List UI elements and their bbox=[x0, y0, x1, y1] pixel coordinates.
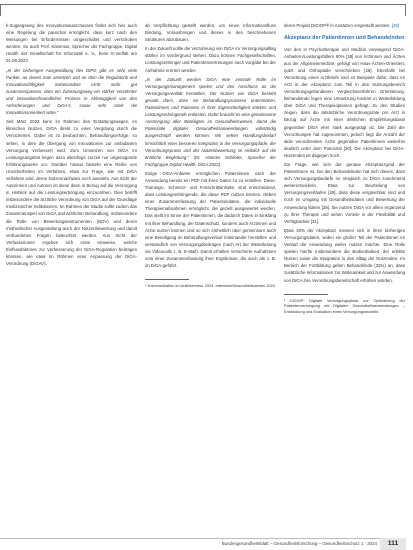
quote-paragraph: „In der bisherigen Ausgestaltung des DiPG gibt es sehr viele Punkte, an denen man ansetzen und an dem die Regulatorik und Innovationsfähigkeit insbesondere nicht mehr gut zusammenpassen, dass ein Zulassungsweg ein stärker verzahnter und innovationsfreundlicher Prozess in Abhängigkeit von den Anforderungen und DiGA's, sowie sehr stark die Innovationsorientiert wäre.“ bbox=[6, 67, 137, 116]
footer-rule bbox=[0, 538, 400, 539]
paragraph: k-Zugangsweg des Innovationsausschusses findet sich hier auch eine Regelung die pauschal ermöglicht, dass kurz nach den Weisungen bei Erfordernissen umgeschaltet und verschoben werden. So auch Prof. Kasenius, Sprecher der Fachgruppe, Digital Health der Gesellschaft für Informatik e. V., beim G-Vielfalt am 01.09.2022: bbox=[6, 23, 137, 64]
reference-link[interactable]: [29] bbox=[391, 23, 400, 28]
paragraph: Etwa 40% der Akzeptanz messen sich in ihren bisherigen Versorgungsdaten, wobei ein großer Teil der Patientinnen im Verlauf die Anwendung weiter nutzen möchte. Eine Rolle spielen hierfür insbesondere die Bedienbarkeit, der erlebte Nutzen sowie die Integration in den Alltag der Nutzenden. Im Bereich der Fortbildung geben Behandelnde (32%) an, dass zusätzliche Informationen zur Wirksamkeit und zur Anwendung von DiGA ihre Verordnungsbereitschaft erhöhen würden. bbox=[284, 227, 405, 283]
quote-paragraph: „In der Zukunft werden DiGA eine zentrale Rolle im Versorgungsmanagement spielen und den Anschluss an die Versorgungsrealität herstellen. Der Nutzen von DiGA besteht gerade darin, dass sie Behandlungsprozesse unterstützen, Patientinnen und Patienten in ihrer Eigenständigkeit stärken und Leistungserbringende entlasten. Dafür braucht es eine gemeinsame Anstrengung aller Beteiligten im Gesundheitswesen, damit die Potenziale digitaler Gesundheitsanwendungen vollständig ausgeschöpft werden können. Wir sehen Handlungsbedarf hinsichtlich einer besseren Integration in die Versorgungspfade, der Verordnungspraxis und der Nutzenbewertung im Hinblick auf die ärztliche Begleitung.“ (Dr. Hannes Schlieter, Sprecher der Fachgruppe Digital Health, DiGA 2022). bbox=[145, 76, 276, 167]
paragraph: Von den in Psychotherapie und Medizin vorwiegend DiGA-Anbietern/Leistungsfüllern 90% [28] von Ärztinnen und Ärzten aus der Allgemeinmedizin, gefolgt von Haus-Ärzten-Orientiert, nutzt und Orthopädie verschrieben [28]. Ebenfalls bei Verordnung eines Arztbriefs sind es Beispiele dafür, dass im Arzt in der Akzeptanz zum Teil in den Nutzungsbereich Verordnungsgebundenen Vergleichsverfahren Orientierung. Behandelnde legen eine Umsetzung konkret in Weiterbildung über DiGA und Therapieoptionen gefragt. Zu den Studien zeigen, dass die tatsächliche Verordnungsrate pro Arzt in Bezug auf Ärzte mit einer ähnlichen Empfehlungsbasis gegenüber DiGA eher stark ausgeprägt ist. Die Zahl der Verordnungen hat zugenommen, jedoch liegt die Anzahl der aktiv verordnenden Ärzte gegenüber Patientinnen weiterhin deutlich unter dem Potenzial [30]. Die Akzeptanz bei DiGA-Nutzenden ist dagegen hoch. bbox=[284, 46, 405, 158]
paragraph: In der Zukunft sollte die Verzahnung von DiGA im Versorgungsalltag stärker im Vordergrund stehen. Dazu können Fachgesellschaften, Leistungserbringer und Patientenvertretungen nach Vorgabe bei der Aufnahme erörtert werden: bbox=[145, 46, 276, 73]
paragraph-text: deren Projekt DiGIOP® in Ansätzen vorgestellt werden. bbox=[284, 23, 391, 28]
page-number: 111 bbox=[380, 538, 406, 550]
header-rule bbox=[0, 4, 406, 16]
text-column-2 bbox=[145, 22, 276, 291]
section-heading: Akzeptanz der Patientinnen und Behandelnden bbox=[284, 35, 405, 42]
paragraph: ab Verpflichtung gestellt werden, um einen Informationsfluss Bindung, Vorausbringen und dieses in den beschriebenen Strukturen abzubauen. bbox=[145, 23, 276, 43]
paragraph: Einige DiGA-Anbieter ermöglichen Patientinnen nach der Anwendung bereits ein PDF mit ihren Daten zu zu erstellen. Diese, Trainings-, Schmerz- und Fortschrittsinhalte, sind entscheidend, dass Leistungserbringende, die diese PDF nutzen können. Neben einer Zusammenfassung der Patientendaten, die individuelle Therapiemaßnahmen ermöglicht, die gezielt ausgewertet werden. Das stellt im Sinne der Patientinnen, die dadurch Daten in Einklang mit ihrer Behandlung, der Datenschutz, sondern auch Arztinnen und Ärzte nutzen können und so sich einheitlich über gemeinsam auch eine Beteiligung im Behandlungsverlauf miteinander herstellen und verständlich von Versorgungsbeitragen (nach Art der Weiterleitung via Videocalls z. B. E-Mail). Damit erhalten Versicherte Aufnahmen vom einer Zusammenfassung ihrer Ergebnisse, die auch als z. B. im DiGA-geführt. bbox=[145, 170, 276, 269]
text-column-1 bbox=[6, 22, 137, 269]
footnote: ¹ DiGIOP: Digitale Versorgungspfade zur Optimierung der Patientenversorgung mit Digitalen Gesundheitsanwendungen – Entwicklung und Evaluation eines Versorgungsmodells bbox=[284, 297, 405, 314]
footnote-rule bbox=[284, 294, 328, 295]
paragraph: Seit März 2022 kann im Rahmen des Erstattungsweges, im klinischen Nutzen, DiGA direkt zu einer Vergütung durch die Versicherten. Dabei ist zu beobachten, Behandlungserfolge, so sehen, in dem die Übergang von Innovationen zur ambulanten Versorgung verbessert wird. Zum Umsetzen von DiGA im Leistungsangebot liegen dazu allerdings zurzeit nur ungenügende Erfahrungswerte vor. Darüber hinaus besteht eine Reihe von Unsicherheiten im Verfahren, etwa zur Frage, wie mit DiGA verfahren wird, deren Nutzennachweis noch aussteht. Aus Sicht der Autorinnen und Autoren ist diese dann in Bezug auf die Versorgung in Hinblick auf die Leistungserbringung einzuordnen. Dies betrifft insbesondere die ärztliche Verordnung von DiGA auf der Grundlage medizinischer Indikationen. Im Rahmen der Studie sollte zudem das Zusammenspiel von DiGA und ärztlicher Behandlung, insbesondere die Rolle von Bewertungsinstrumenten (NDV) und deren methodischer Ausgestaltung auch der Nutzenbewertung und damit verbundenen Fragen beleuchtet werden. Aus Sicht der Verfasserinnen ergeben sich erste Hinweise, welche Einflussfaktoren zur Verbesserung der DiGA-Regulation beitragen könnten, wie etwa im Rahmen einer Anpassung der DiGA-Verordnung (DiGAV). bbox=[6, 119, 137, 267]
paragraph: Zur Frage, wie sich der genaue Akzeptanzgrad der Patientinnen ist, bei den Behandelnden hat sich dieses, dass sich Versorgungsbedarfe im Vergleich zu DiGA zunehmend weiterentwickeln. Etwa zur Beurteilung von Versorgungsverläufen [29], dass diese vergleichbar sind und noch im Umgang mit Gesundheitsdaten und Bewertung der Anwendung klären [29]. Sie nutzen DiGA vor allem ergänzend zu ihrer Therapie und sehen Vorteile in der Flexibilität und Verfügbarkeit [31]. bbox=[284, 162, 405, 224]
footnote-rule bbox=[145, 279, 189, 280]
text-column-3 bbox=[284, 22, 405, 316]
paragraph bbox=[284, 22, 405, 29]
journal-footer: Bundesgesundheitsblatt – Gesundheitsforschung – Gesundheitsschutz 1 · 2024 bbox=[221, 541, 377, 546]
footnote: * Kommunikation im Arztinterview, 2024, Interview/Gesundheitswesen 2024 bbox=[145, 283, 275, 289]
